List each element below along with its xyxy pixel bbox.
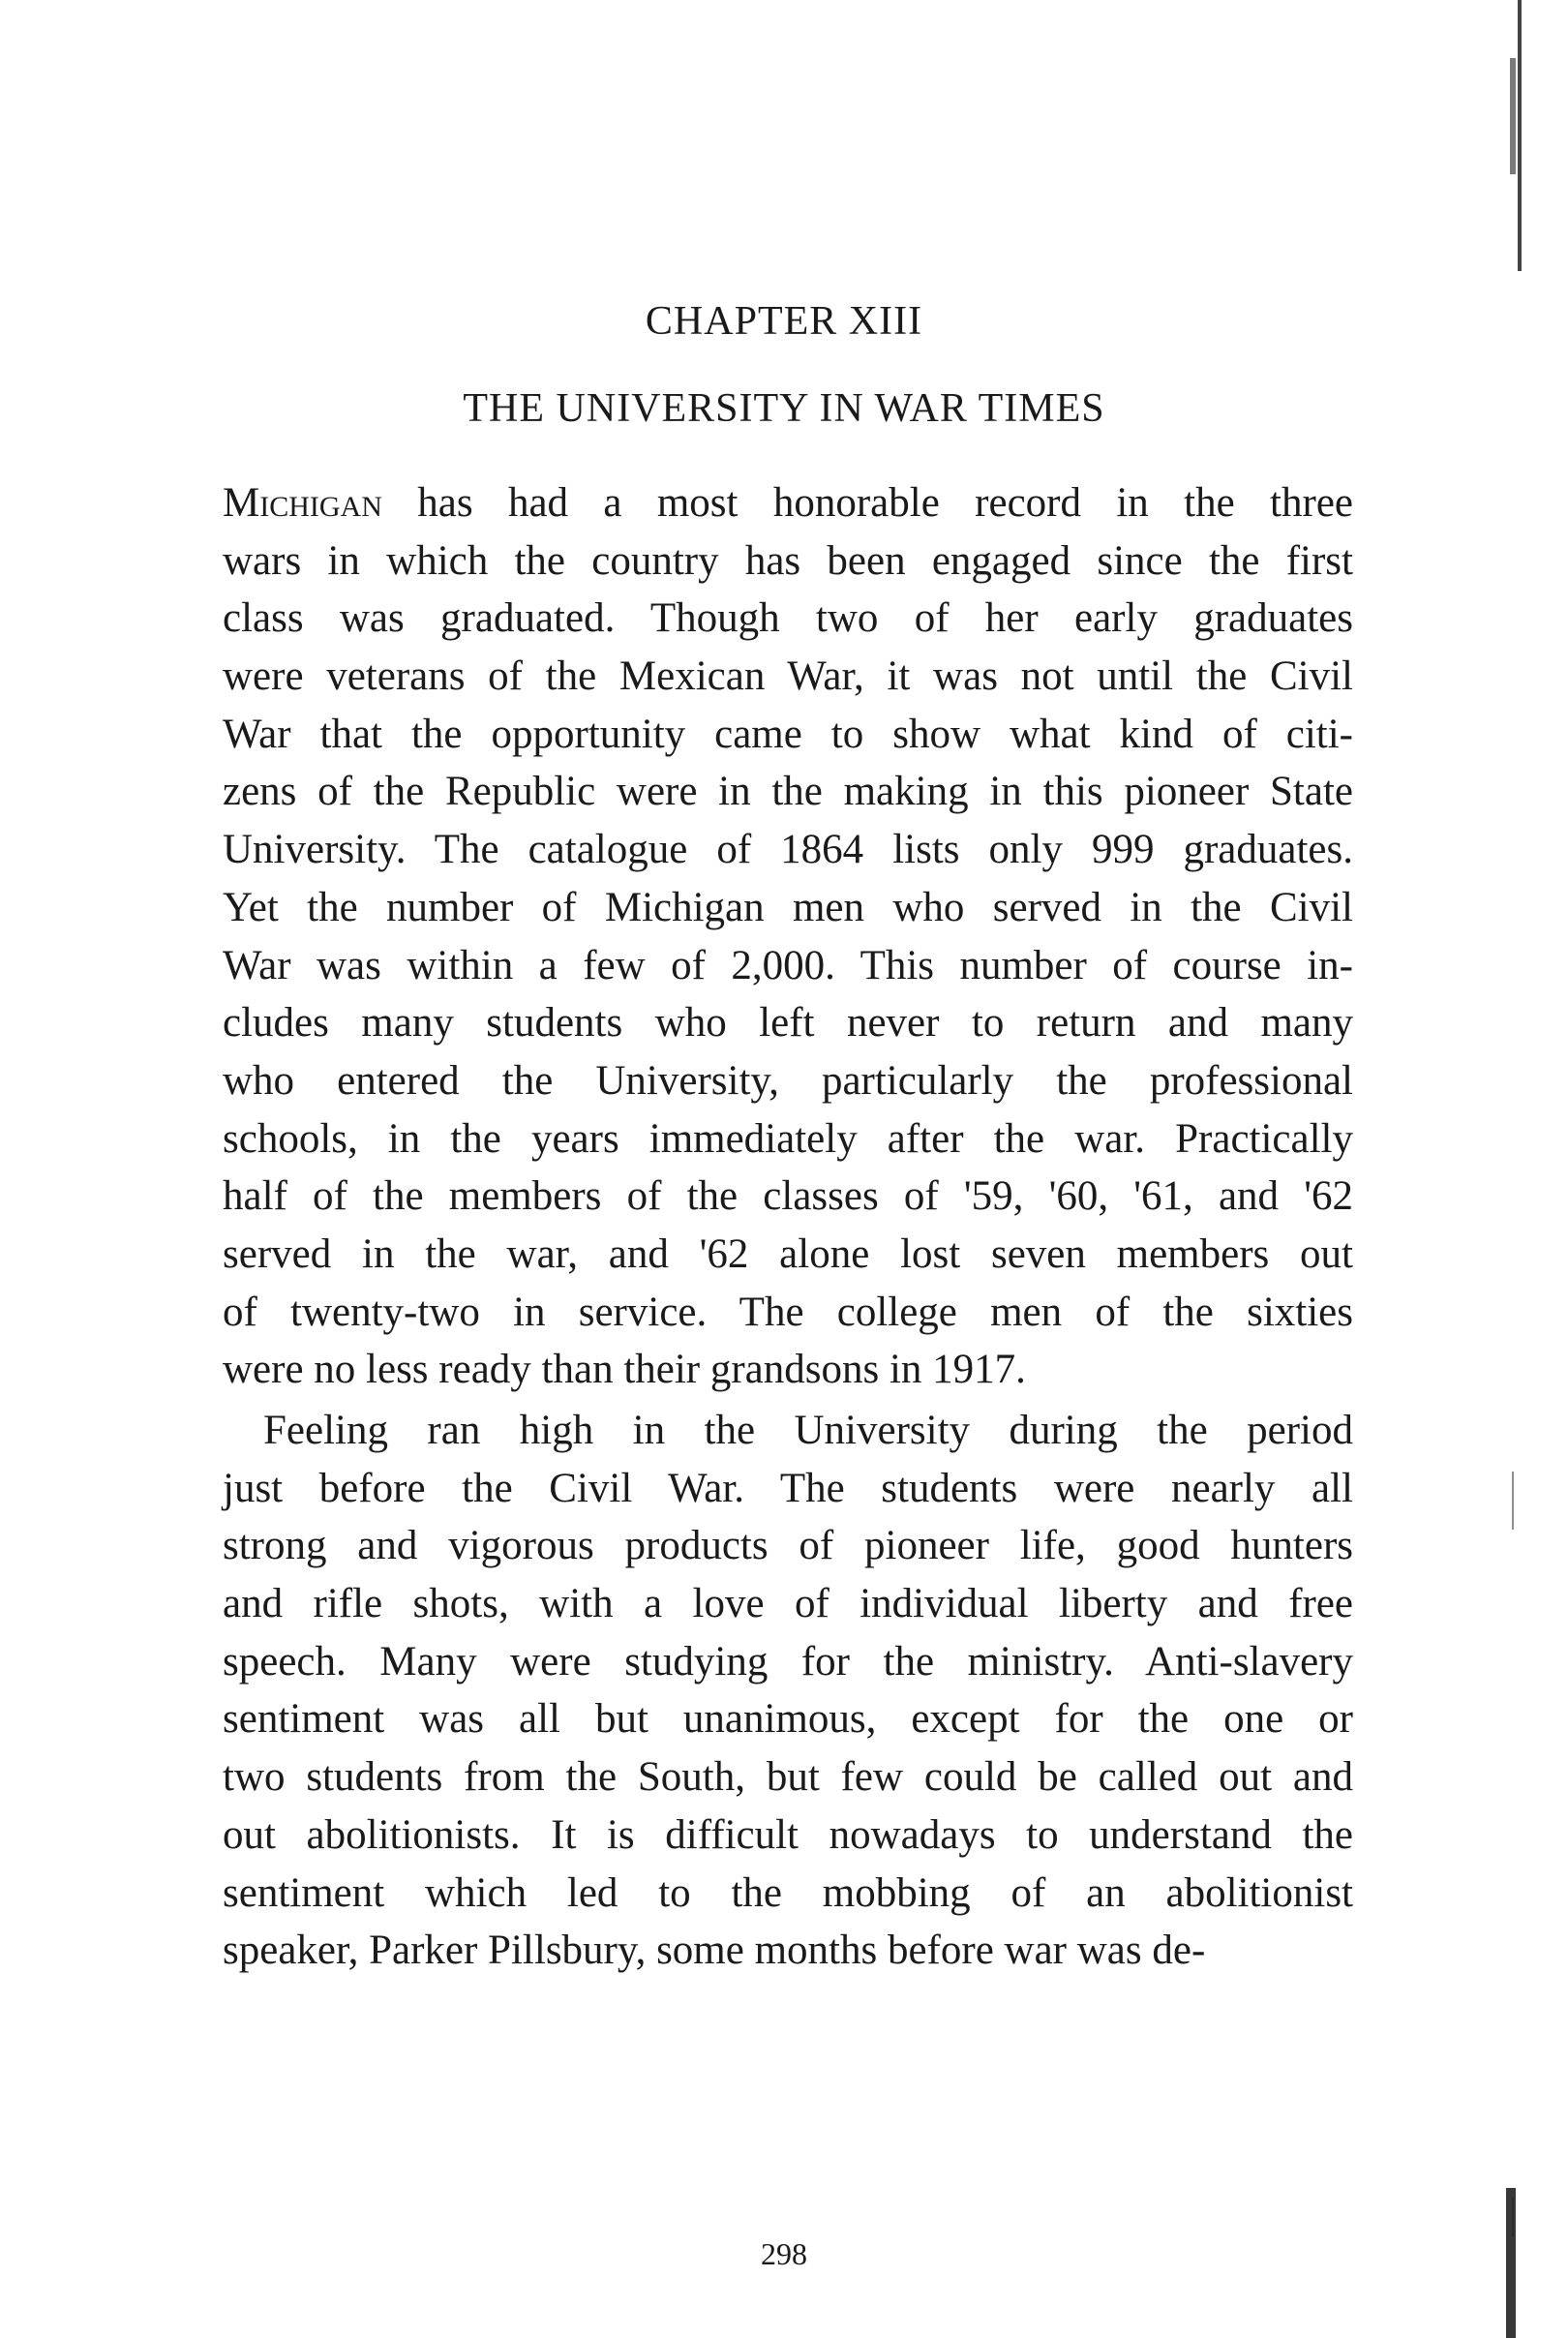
text-line: schools, in the years immediately after the war. Practically [223, 1115, 1353, 1162]
text-line: were no less ready than their grandsons in 1917. [223, 1347, 1026, 1393]
text-line: zens of the Republic were in the making in this pioneer State [223, 769, 1353, 815]
chapter-title: THE UNIVERSITY IN WAR TIMES [463, 386, 1105, 431]
lead-word: Michigan [223, 480, 382, 526]
scan-edge-mark [1518, 0, 1522, 271]
text-line: wars in which the country has been engaged since the first [223, 537, 1353, 584]
text-line: cludes many students who left never to return and many [223, 1000, 1353, 1047]
text-line: speaker, Parker Pillsbury, some months before war was de- [223, 1928, 1206, 1974]
page-number: 298 [761, 2236, 807, 2271]
scan-edge-mark [1512, 1472, 1514, 1530]
text-line: of twenty-two in service. The college men of the sixties [223, 1289, 1353, 1335]
text-line: speech. Many were studying for the ministry. Anti-slavery [223, 1638, 1353, 1685]
text-line: sentiment which led to the mobbing of an abolitionist [223, 1869, 1353, 1916]
text-line [223, 474, 1353, 532]
text-line: sentiment was all but unanimous, except for the one or [223, 1696, 1353, 1743]
text-line: class was graduated. Though two of her early graduates [223, 595, 1353, 642]
text-line: were veterans of the Mexican War, it was not until the Civil [223, 653, 1353, 700]
text-line: just before the Civil War. The students were nearly all [223, 1465, 1353, 1511]
text-line: served in the war, and '62 alone lost seven members out [223, 1230, 1353, 1277]
text-line: and rifle shots, with a love of individual liberty and free [223, 1581, 1353, 1627]
text-line: War was within a few of 2,000. This number of course in- [223, 942, 1353, 988]
text-line: half of the members of the classes of '59, '60, '61, and '62 [223, 1173, 1353, 1220]
line-text: has had a most honorable record in the three [381, 480, 1353, 526]
paragraph-1 [223, 474, 1353, 1399]
paragraph-2 [223, 1402, 1353, 1980]
chapter-number: CHAPTER XIII [645, 299, 923, 344]
text-line: Feeling ran high in the University during the period [263, 1408, 1353, 1453]
text-line: two students from the South, but few could be called out and [223, 1754, 1353, 1801]
text-line: out abolitionists. It is difficult nowadays to understand the [223, 1811, 1353, 1858]
text-line: University. The catalogue of 1864 lists only 999 graduates. [223, 827, 1353, 873]
text-line: Yet the number of Michigan men who served in the Civil [223, 884, 1353, 930]
scan-edge-mark [1510, 58, 1516, 174]
text-line: who entered the University, particularly the professional [223, 1057, 1353, 1104]
text-line: War that the opportunity came to show what kind of citi- [223, 711, 1353, 757]
scan-edge-mark [1506, 2188, 1516, 2338]
text-line: strong and vigorous products of pioneer life, good hunters [223, 1523, 1353, 1569]
